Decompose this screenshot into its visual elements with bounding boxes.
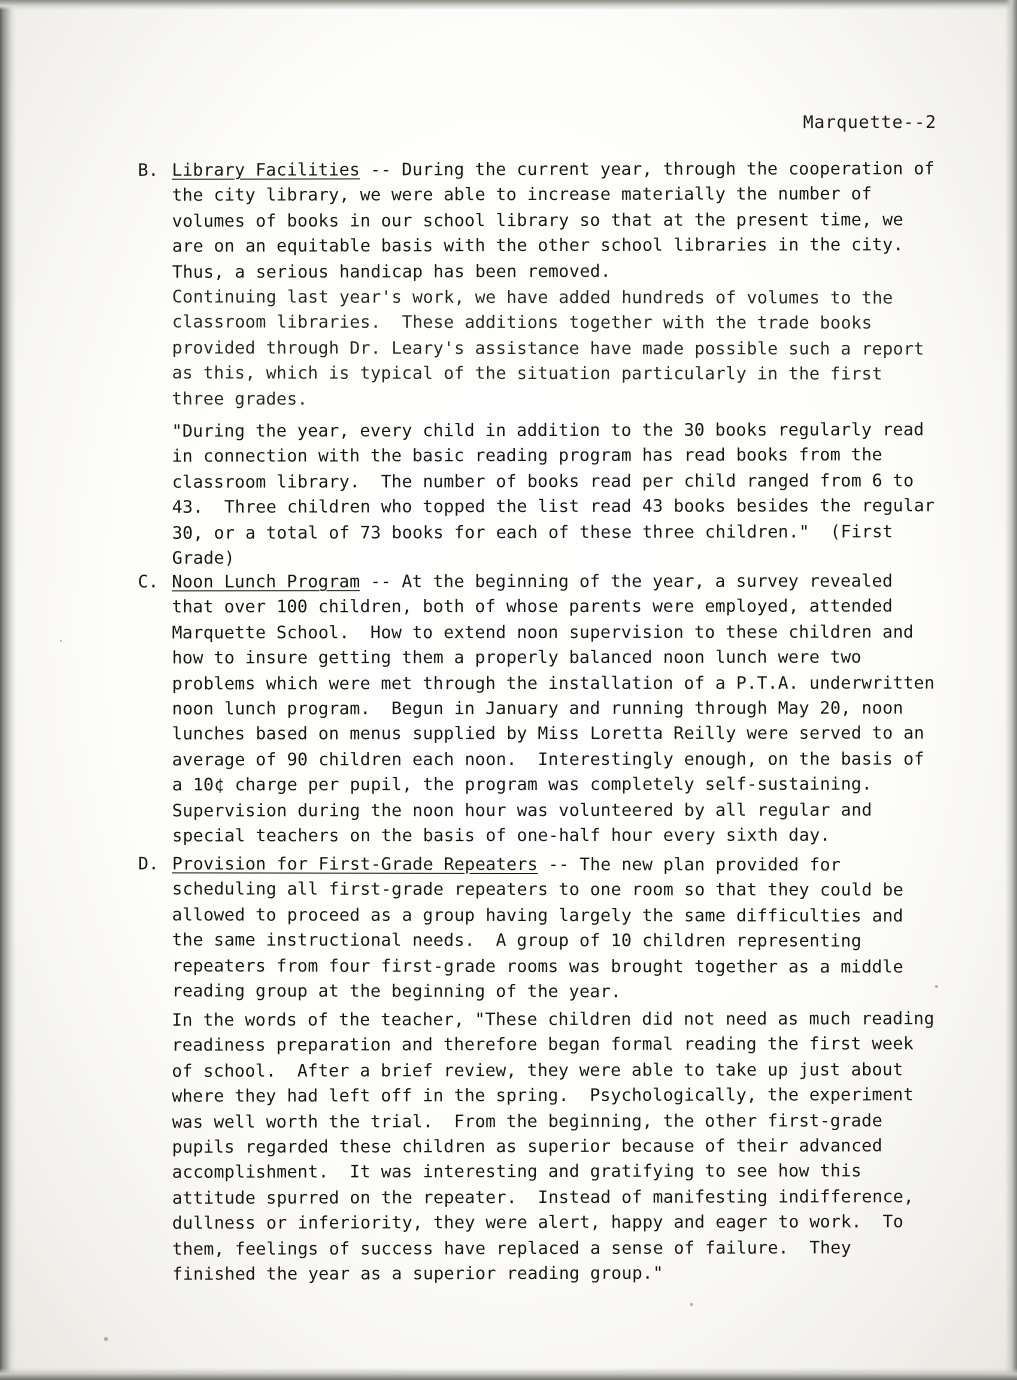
section-d-marker: D. bbox=[138, 854, 159, 875]
section-b-paragraph-3: "During the year, every child in addition to the 30 books regularly read in connection with the basic reading program has read books from the classroom library. The number of books read per child ranged from 6 to 43. Three children who topped the list read 43 books besides the regular 30, or a total of 73 books for each of these three children." (First Grade) bbox=[171, 420, 946, 569]
section-d-quote bbox=[138, 1007, 945, 1288]
section-c-text-1: -- At the beginning of the year, a survey revealed that over 100 children, both of whose parents were employed, attended Marquette School. How to extend noon supervision to these children and how to insure getting them a properly balanced noon lunch were two problems which were met through the installation of a P.T.A. underwritten noon lunch program. Begun in January and running through May 20, noon lunches based on menus supplied by Miss Loretta Reilly were served to an average of 90 children each noon. Interestingly enough, on the basis of a 10¢ charge per pupil, the program was completely self-sustaining. Supervision during the noon hour was volunteered by all regular and special teachers on the basis of one-half hour every sixth day. bbox=[171, 571, 946, 847]
section-b-heading: Library Facilities bbox=[171, 160, 360, 181]
section-b-continued bbox=[138, 285, 938, 413]
section-b-paragraph-1 bbox=[171, 157, 946, 286]
section-c-marker: C. bbox=[137, 572, 159, 593]
section-b-marker: B. bbox=[137, 160, 159, 181]
section-b-quote bbox=[138, 418, 946, 572]
section-b-text-1: -- During the current year, through the cooperation of the city library, we were able to increase materially the number of volumes of books in our school library so that at the present time, we are on an equitable basis with the other school libraries in the city. Thus, a serious handicap has been removed. bbox=[171, 159, 946, 283]
section-c-heading: Noon Lunch Program bbox=[171, 572, 360, 593]
section-d-paragraph-2: In the words of the teacher, "These children did not need as much reading readiness preparation and therefore began formal reading the first week of school. After a brief review, they were able to take up just about where they had left off in the spring. Psychologically, the experiment was well worth the trial. From the beginning, the other first-grade pupils regarded these children as superior because of their advanced accomplishment. It was interesting and gratifying to see how this attitude spurred on the repeater. Instead of manifesting indifference, dullness or inferiority, they were alert, happy and eager to work. To them, feelings of success have replaced a sense of failure. They finished the year as a superior reading group." bbox=[171, 1009, 945, 1285]
page-header: Marquette--2 bbox=[803, 112, 938, 134]
section-d bbox=[138, 852, 938, 1006]
section-d-paragraph-1 bbox=[172, 852, 938, 1006]
section-c-paragraph-1 bbox=[171, 570, 946, 850]
section-d-text-1: -- The new plan provided for scheduling all first-grade repeaters to one room so that they could be allowed to proceed as a group having largely the same difficulties and the same instructional needs. A group of 10 children representing repeaters from four first-grade rooms was brought together as a middle reading group at the beginning of the year. bbox=[171, 855, 914, 1003]
section-d-heading: Provision for First-Grade Repeaters bbox=[172, 854, 538, 875]
section-b-paragraph-2: Continuing last year's work, we have added hundreds of volumes to the classroom libraries. These additions together with the trade books provided through Dr. Leary's assistance have made possible such a report as this, which is typical of the situation particularly in the first three grades. bbox=[171, 287, 935, 410]
section-b bbox=[137, 157, 946, 286]
section-c bbox=[137, 570, 946, 850]
